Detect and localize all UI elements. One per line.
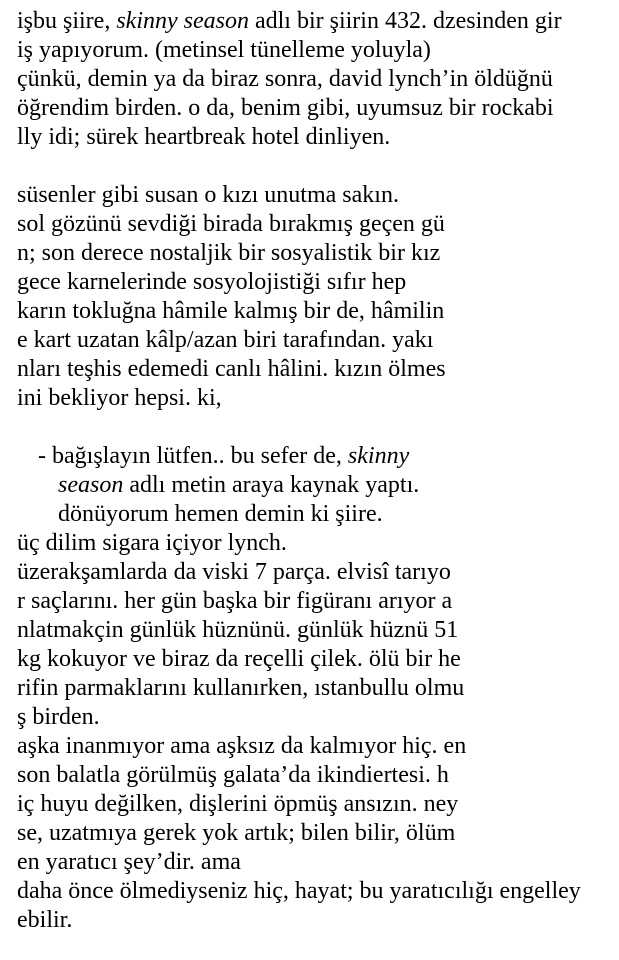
text-line	[17, 645, 611, 674]
text-segment: iç huyu değilken, dişlerini öpmüş ansızın. ney	[17, 791, 459, 817]
blank-line	[17, 152, 611, 181]
text-line	[17, 94, 611, 123]
text-line	[17, 65, 611, 94]
poem-text	[17, 7, 611, 935]
text-segment: adlı bir şiirin 432. dzesinden gir	[248, 8, 562, 34]
text-segment: çünkü, demin ya da biraz sonra, david lynch’in öldüğnü	[17, 66, 553, 92]
italic-text-segment: skinny	[347, 443, 410, 469]
text-segment: süsenler gibi susan o kızı unutma sakın.	[17, 182, 399, 208]
text-segment: işbu şiire,	[17, 8, 117, 34]
text-line	[17, 732, 611, 761]
text-segment: gece karnelerinde sosyolojistiği sıfır hep	[17, 269, 407, 295]
text-line	[17, 36, 611, 65]
text-segment: dönüyorum hemen demin ki şiire.	[58, 501, 383, 527]
text-segment: nları teşhis edemedi canlı hâlini. kızın ölmes	[17, 356, 446, 382]
text-line	[17, 703, 611, 732]
text-line	[17, 558, 611, 587]
italic-text-segment: season	[58, 472, 124, 498]
text-segment: aşka inanmıyor ama aşksız da kalmıyor hiç. en	[17, 733, 467, 759]
text-segment: üzerakşamlarda da viski 7 parça. elvisî tarıyo	[17, 559, 451, 585]
text-line	[17, 355, 611, 384]
text-segment: ebilir.	[17, 907, 73, 933]
text-line	[17, 123, 611, 152]
text-segment: r saçlarını. her gün başka bir figüranı arıyor a	[17, 588, 453, 614]
text-line	[17, 616, 611, 645]
text-segment: son balatla görülmüş galata’da ikindiertesi. h	[17, 762, 449, 788]
text-line	[17, 500, 611, 529]
text-segment: en yaratıcı şey’dir. ama	[17, 849, 241, 875]
text-line	[17, 906, 611, 935]
text-line	[17, 7, 611, 36]
text-line	[17, 529, 611, 558]
text-line	[17, 239, 611, 268]
blank-line	[17, 413, 611, 442]
text-line	[17, 384, 611, 413]
text-line	[17, 587, 611, 616]
text-line	[17, 790, 611, 819]
text-segment: iş yapıyorum. (metinsel tünelleme yoluyla)	[17, 37, 431, 63]
text-segment: karın tokluğna hâmile kalmış bir de, hâmilin	[17, 298, 445, 324]
text-segment: rifin parmaklarını kullanırken, ıstanbullu olmu	[17, 675, 465, 701]
text-segment: nlatmakçin günlük hüznünü. günlük hüznü 51	[17, 617, 459, 643]
text-line	[17, 877, 611, 906]
text-line	[17, 442, 611, 471]
text-segment: üç dilim sigara içiyor lynch.	[17, 530, 287, 556]
text-line	[17, 761, 611, 790]
text-segment: - bağışlayın lütfen.. bu sefer de,	[38, 443, 348, 469]
text-line	[17, 848, 611, 877]
text-line	[17, 268, 611, 297]
text-segment: kg kokuyor ve biraz da reçelli çilek. ölü bir he	[17, 646, 461, 672]
text-segment: se, uzatmıya gerek yok artık; bilen bilir, ölüm	[17, 820, 456, 846]
text-segment: n; son derece nostaljik bir sosyalistik bir kız	[17, 240, 441, 266]
text-segment: adlı metin araya kaynak yaptı.	[123, 472, 420, 498]
text-segment: öğrendim birden. o da, benim gibi, uyumsuz bir rockabi	[17, 95, 554, 121]
text-line	[17, 674, 611, 703]
text-segment: ş birden.	[17, 704, 100, 730]
text-segment: sol gözünü sevdiği birada bırakmış geçen gü	[17, 211, 445, 237]
text-line	[17, 297, 611, 326]
text-line	[17, 210, 611, 239]
text-line	[17, 181, 611, 210]
text-line	[17, 819, 611, 848]
text-line	[17, 471, 611, 500]
text-segment: lly idi; sürek heartbreak hotel dinliyen.	[17, 124, 391, 150]
text-segment: ini bekliyor hepsi. ki,	[17, 385, 222, 411]
text-segment: daha önce ölmediyseniz hiç, hayat; bu yaratıcılığı engelley	[17, 878, 581, 904]
text-segment: e kart uzatan kâlp/azan biri tarafından. yakı	[17, 327, 434, 353]
italic-text-segment: skinny season	[116, 8, 249, 34]
text-line	[17, 326, 611, 355]
